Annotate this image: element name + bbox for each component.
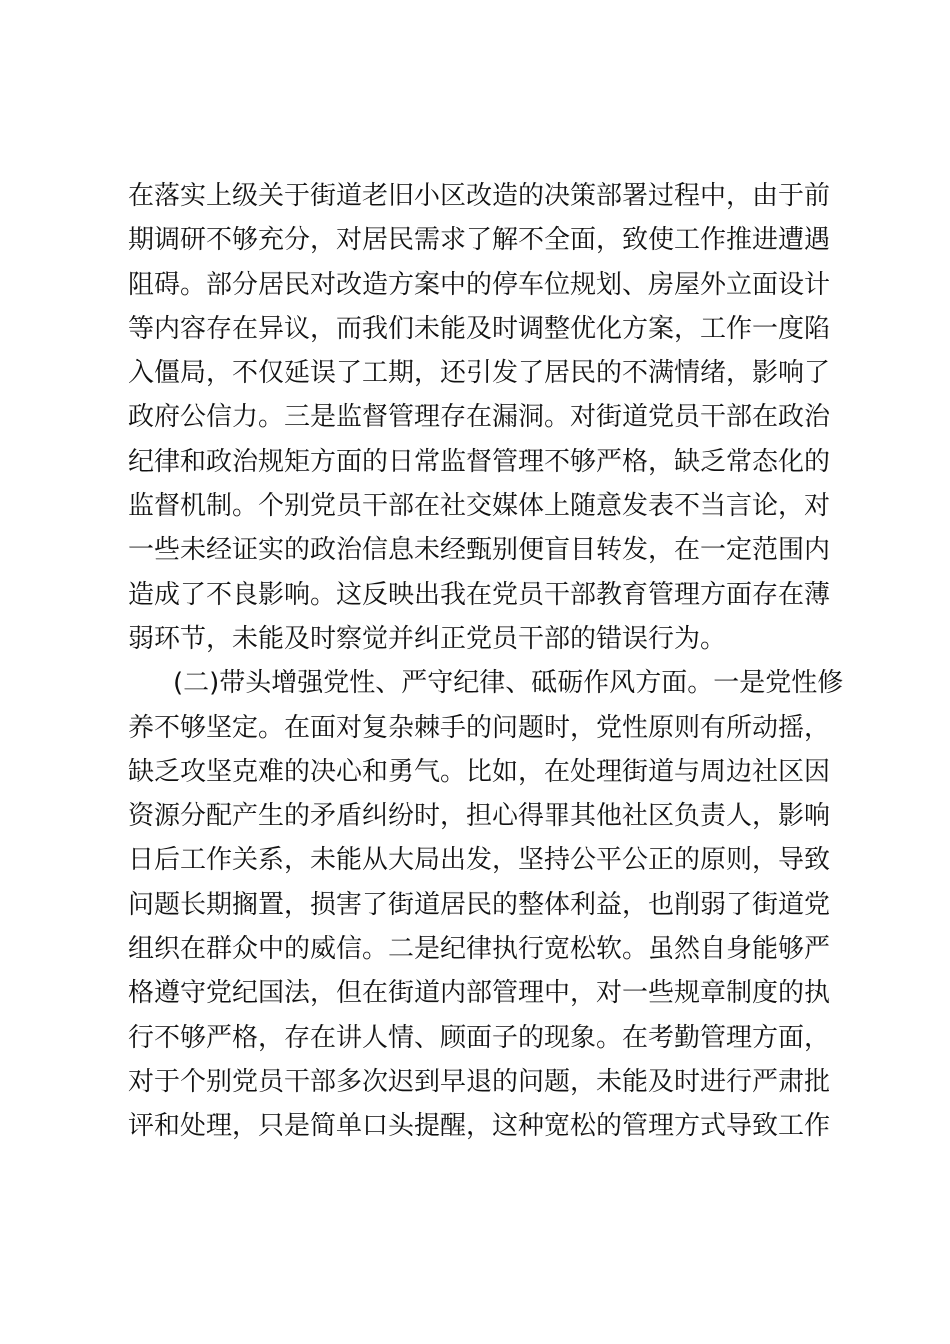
paragraph-2 xyxy=(128,661,844,1148)
paragraph-line: 评和处理，只是简单口头提醒，这种宽松的管理方式导致工作 xyxy=(128,1111,831,1142)
paragraph-line: 养不够坚定。在面对复杂棘手的问题时，党性原则有所动摇， xyxy=(128,712,831,743)
paragraph-line: 资源分配产生的矛盾纠纷时，担心得罪其他社区负责人，影响 xyxy=(128,801,831,832)
paragraph-line: 格遵守党纪国法，但在街道内部管理中，对一些规章制度的执 xyxy=(128,978,831,1009)
paragraph-line: 问题长期搁置，损害了街道居民的整体利益，也削弱了街道党 xyxy=(128,889,831,920)
paragraph-line: 弱环节，未能及时察觉并纠正党员干部的错误行为。 xyxy=(128,623,727,654)
paragraph-line: 入僵局，不仅延误了工期，还引发了居民的不满情绪，影响了 xyxy=(128,358,831,389)
paragraph-line: 造成了不良影响。这反映出我在党员干部教育管理方面存在薄 xyxy=(128,579,831,610)
paragraph-line: 监督机制。个别党员干部在社交媒体上随意发表不当言论，对 xyxy=(128,491,831,522)
paragraph-heading-line: (二)带头增强党性、严守纪律、砥砺作风方面。一是党性修 xyxy=(173,668,844,699)
paragraph-line: 组织在群众中的威信。二是纪律执行宽松软。虽然自身能够严 xyxy=(128,934,831,965)
paragraph-line: 期调研不够充分，对居民需求了解不全面，致使工作推进遭遇 xyxy=(128,225,831,256)
paragraph-line: 对于个别党员干部多次迟到早退的问题，未能及时进行严肃批 xyxy=(128,1066,831,1097)
paragraph-line: 缺乏攻坚克难的决心和勇气。比如，在处理街道与周边社区因 xyxy=(128,756,831,787)
paragraph-line: 纪律和政治规矩方面的日常监督管理不够严格，缺乏常态化的 xyxy=(128,446,831,477)
paragraph-line: 在落实上级关于街道老旧小区改造的决策部署过程中，由于前 xyxy=(128,181,831,211)
paragraph-1 xyxy=(128,174,831,661)
paragraph-line: 一些未经证实的政治信息未经甄别便盲目转发，在一定范围内 xyxy=(128,535,831,566)
paragraph-line: 阻碍。部分居民对改造方案中的停车位规划、房屋外立面设计 xyxy=(128,269,831,300)
paragraph-line: 政府公信力。三是监督管理存在漏洞。对街道党员干部在政治 xyxy=(128,402,831,433)
paragraph-line: 日后工作关系，未能从大局出发，坚持公平公正的原则，导致 xyxy=(128,845,831,876)
document-body xyxy=(128,174,844,1149)
paragraph-line: 行不够严格，存在讲人情、顾面子的现象。在考勤管理方面， xyxy=(128,1022,831,1053)
paragraph-line: 等内容存在异议，而我们未能及时调整优化方案，工作一度陷 xyxy=(128,313,831,344)
